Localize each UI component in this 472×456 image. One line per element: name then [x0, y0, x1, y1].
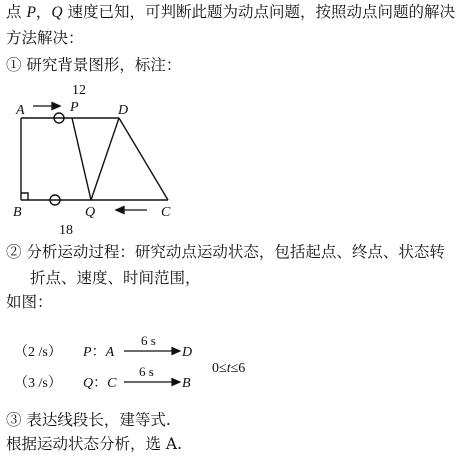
p-speed-label: （2 /s）	[14, 345, 62, 360]
step-2-continued: 折点、速度、时间范围，	[30, 269, 201, 287]
vertex-a-label: A	[16, 103, 25, 118]
p-time-label: 6 s	[141, 333, 156, 348]
vertex-d-label: D	[118, 103, 129, 118]
step-1-line: ① 研究背景图形，标注：	[6, 56, 182, 74]
step-2-line: ② 分析运动过程：研究动点运动状态，包括起点、终点、状态转	[6, 243, 445, 261]
step-3-line: ③ 表达线段长，建等式.	[6, 411, 171, 429]
top-length-label: 12	[72, 83, 86, 98]
method-line: 方法解决：	[6, 29, 84, 47]
p-end-label: D	[182, 345, 193, 360]
q-motion-arrow-icon	[124, 379, 180, 386]
vertex-b-label: B	[13, 205, 22, 220]
vertex-c-label: C	[161, 205, 171, 220]
intro-post: 速度已知，可判断此题为动点问题，按照动点问题的解决	[62, 3, 456, 21]
point-p-label: P	[26, 4, 36, 21]
point-q-label: Q	[51, 4, 63, 21]
intro-comma: ，	[35, 3, 52, 21]
intro-pre: 点	[6, 3, 27, 21]
as-shown-line: 如图：	[6, 293, 53, 311]
q-speed-label: （3 /s）	[14, 376, 62, 391]
vertex-p-label: P	[70, 100, 79, 115]
p-motion-arrow-icon	[124, 348, 180, 355]
q-end-label: B	[182, 376, 191, 391]
conclusion-line: 根据运动状态分析，选 A.	[6, 435, 183, 453]
vertex-q-label: Q	[85, 205, 96, 220]
q-time-label: 6 s	[139, 364, 154, 379]
time-range: 0≤t≤6	[212, 361, 246, 376]
bottom-length-label: 18	[59, 223, 73, 238]
p-point-label: P：A	[83, 345, 115, 360]
q-point-label: Q：C	[83, 376, 117, 391]
